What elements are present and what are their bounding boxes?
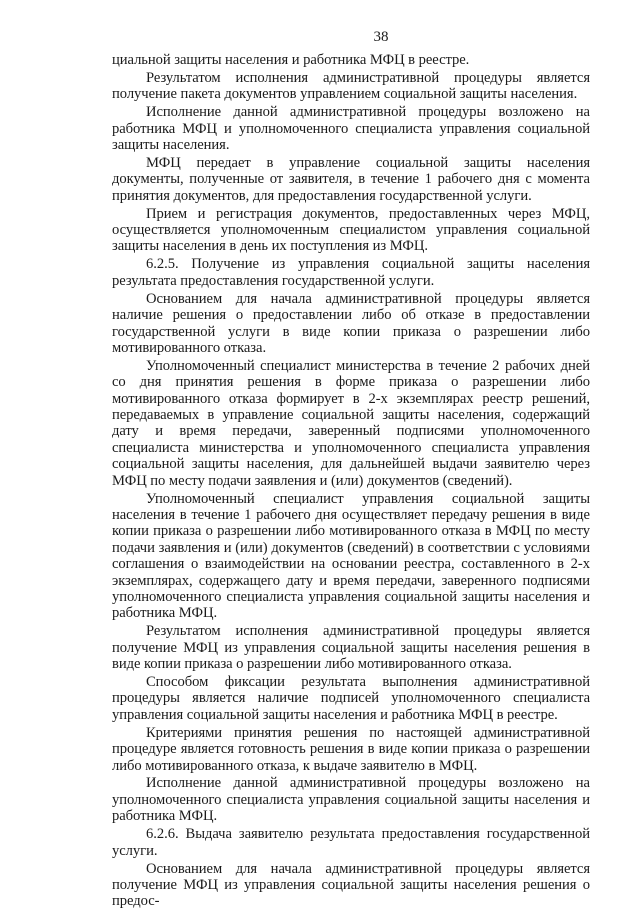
paragraph: Уполномоченный специалист министерства в течение 2 рабочих дней со дня принятия решения в форме приказа о разрешении либо мотивированного отказа формирует в 2-х экземплярах реестр решений, передаваемых в управление социальной защиты населения, содержащий дату и время передачи, заверенный подписями уполномоченного специалиста министерства и уполномоченного специалиста управления социальной защиты населения, для дальнейшей выдачи заявителю через МФЦ по месту подачи заявления и (или) документов (сведений). bbox=[112, 357, 590, 489]
paragraph: МФЦ передает в управление социальной защиты населения документы, полученные от заявителя, в течение 1 рабочего дня с момента принятия документов, для предоставления государственной услуги. bbox=[112, 154, 590, 204]
paragraph: Исполнение данной административной процедуры возложено на работника МФЦ и уполномоченного специалиста управления социальной защиты населения. bbox=[112, 104, 590, 154]
paragraph: Способом фиксации результата выполнения административной процедуры является наличие подписей уполномоченного специалиста управления социальной защиты населения и работника МФЦ в реестре. bbox=[112, 674, 590, 723]
paragraph: циальной защиты населения и работника МФЦ в реестре. bbox=[112, 52, 470, 68]
document-body bbox=[112, 52, 590, 910]
paragraph: Критериями принятия решения по настоящей административной процедуре является готовность решения в виде копии приказа о разрешении либо мотивированного отказа, к выдаче заявителю в МФЦ. bbox=[112, 724, 590, 774]
paragraph: Уполномоченный специалист управления социальной защиты населения в течение 1 рабочего дня осуществляет передачу решения в виде копии приказа о разрешении либо мотивированного отказа в МФЦ по месту подачи заявления и (или) документов (сведений) в соответствии с условиями соглашения о взаимодействии на основании реестра, составленного в 2-х экземплярах, содержащего дату и время передачи, заверенного подписями уполномоченного специалиста управления социальной защиты населения и работника МФЦ. bbox=[112, 490, 590, 622]
paragraph: Исполнение данной административной процедуры возложено на уполномоченного специалиста управления социальной защиты населения и работника МФЦ. bbox=[112, 775, 590, 825]
paragraph: Результатом исполнения административной процедуры является получение пакета документов управлением социальной защиты населения. bbox=[112, 69, 590, 103]
paragraph: 6.2.5. Получение из управления социальной защиты населения результата предоставления государственной услуги. bbox=[112, 256, 590, 289]
paragraph: 6.2.6. Выдача заявителю результата предоставления государственной услуги. bbox=[112, 826, 590, 859]
paragraph: Основанием для начала административной процедуры является наличие решения о предоставлении либо об отказе в предоставлении государственной услуги в виде копии приказа о разрешении либо мотивированного отказа. bbox=[112, 290, 590, 356]
paragraph: Основанием для начала административной процедуры является получение МФЦ из управления социальной защиты населения решения о предос- bbox=[112, 860, 590, 910]
page-number: 38 bbox=[373, 29, 389, 45]
paragraph: Прием и регистрация документов, предоставленных через МФЦ, осуществляется уполномоченным специалистом управления социальной защиты населения в день их поступления из МФЦ. bbox=[112, 205, 590, 255]
paragraph: Результатом исполнения административной процедуры является получение МФЦ из управления социальной защиты населения решения в виде копии приказа о разрешении либо мотивированного отказа. bbox=[112, 623, 590, 673]
